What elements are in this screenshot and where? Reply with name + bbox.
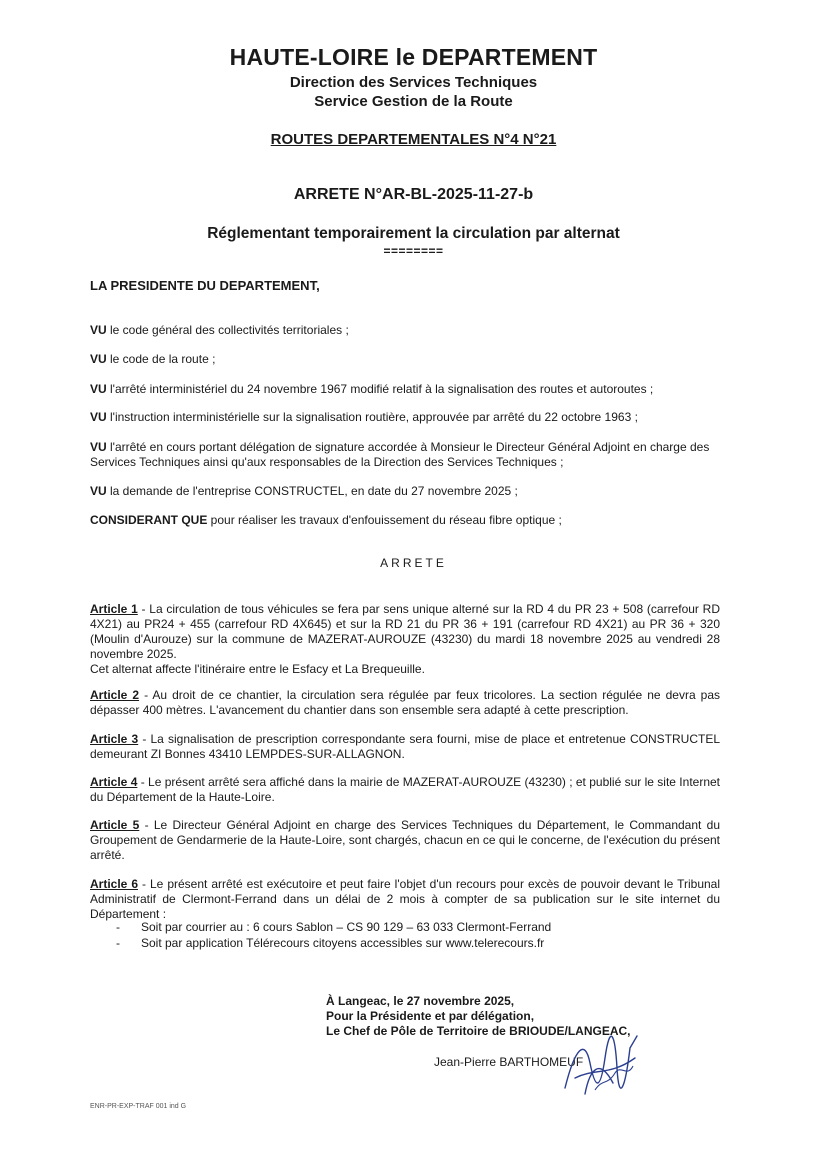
direction-subtitle: Direction des Services Techniques: [289, 74, 538, 91]
signature-place-date: À Langeac, le 27 novembre 2025,: [326, 994, 515, 1008]
article-6: Article 6 - Le présent arrêté est exécutoire et peut faire l'objet d'un recours pour excès de pouvoir devant le Tribunal Administratif de Clermont-Ferrand dans un délai de 2 mois à compter de sa publication sur le site internet du Département :: [90, 877, 721, 921]
vu-item: VU le code général des collectivités territoriales ;: [90, 323, 349, 337]
service-subtitle: Service Gestion de la Route: [314, 93, 513, 110]
article-2: Article 2 - Au droit de ce chantier, la circulation sera régulée par feux tricolores. La section régulée ne devra pas dépasser 400 mètres. L'avancement du chantier dans son ensemble sera adapté à cette prescription.: [90, 688, 720, 717]
department-title: HAUTE-LOIRE le DEPARTEMENT: [229, 44, 598, 70]
document-reference: ENR-PR-EXP-TRAF 001 ind G: [90, 1103, 187, 1110]
list-item: - Soit par courrier au : 6 cours Sablon – CS 90 129 – 63 033 Clermont-Ferrand: [116, 920, 552, 934]
arrete-heading: ARRETE: [380, 556, 447, 570]
article-1: Article 1 - La circulation de tous véhicules se fera par sens unique alterné sur la RD 4 du PR 23 + 508 (carrefour RD 4X21) au PR24 + 455 (carrefour RD 4X645) et sur la RD 21 du PR 36 + 191 (carrefour RD 4X21) au PR 36 + 320 (Moulin d'Aurouze) sur la commune de MAZERAT-AUROUZE (43230) du mardi 18 novembre 2025 au vendredi 28 novembre 2025. Cet alternat affecte l'itinéraire entre le Esfacy et La Brequeuille.: [90, 602, 720, 676]
vu-item: VU l'arrêté en cours portant délégation de signature accordée à Monsieur le Directeur Général Adjoint en charge des Services Techniques ainsi qu'aux responsables de la Direction des Services Techniques ;: [90, 440, 710, 469]
vu-item: VU le code de la route ;: [90, 352, 216, 366]
arrete-subject: Réglementant temporairement la circulation par alternat: [207, 225, 620, 242]
article-note: Cet alternat affecte l'itinéraire entre le Esfacy et La Brequeuille.: [90, 662, 425, 676]
article-label: Article 1: [90, 602, 138, 616]
signature-role: Le Chef de Pôle de Territoire de BRIOUDE/LANGEAC,: [326, 1024, 631, 1038]
signer-name: Jean-Pierre BARTHOMEUF: [434, 1055, 584, 1069]
vu-item: VU l'arrêté interministériel du 24 novembre 1967 modifié relatif à la signalisation des routes et autoroutes ;: [90, 382, 654, 396]
handwritten-signature-icon: [555, 1028, 645, 1098]
signature-delegation: Pour la Présidente et par délégation,: [326, 1009, 535, 1023]
separator-line: ========: [383, 244, 444, 258]
vu-item: VU la demande de l'entreprise CONSTRUCTEL, en date du 27 novembre 2025 ;: [90, 484, 518, 498]
vu-item: VU l'instruction interministérielle sur la signalisation routière, approuvée par arrêté du 22 octobre 1963 ;: [90, 410, 638, 424]
article-label: Article 2: [90, 688, 140, 702]
article-label: Article 4: [90, 775, 138, 789]
routes-heading: ROUTES DEPARTEMENTALES N°4 N°21: [270, 131, 557, 148]
article-5: Article 5 - Le Directeur Général Adjoint en charge des Services Techniques du Département, le Commandant du Groupement de Gendarmerie de la Haute-Loire, sont chargés, chacun en ce qui le concerne, de l'exécution du présent arrêté.: [90, 818, 721, 862]
article-4: Article 4 - Le présent arrêté sera affiché dans la mairie de MAZERAT-AUROUZE (43230) ; et publié sur le site Internet du Département de la Haute-Loire.: [90, 775, 721, 804]
presidente-heading: LA PRESIDENTE DU DEPARTEMENT,: [90, 278, 320, 293]
article-3: Article 3 - La signalisation de prescription correspondante sera fourni, mise de place et entretenue CONSTRUCTEL demeurant ZI Bonnes 43410 LEMPDES-SUR-ALLAGNON.: [90, 732, 720, 761]
article-label: Article 6: [90, 877, 139, 891]
article-label: Article 3: [90, 732, 139, 746]
list-item: - Soit par application Télérecours citoyens accessibles sur www.telerecours.fr: [116, 936, 545, 950]
arrete-number: ARRETE N°AR-BL-2025-11-27-b: [293, 186, 534, 203]
article-label: Article 5: [90, 818, 140, 832]
considerant-item: CONSIDERANT QUE pour réaliser les travaux d'enfouissement du réseau fibre optique ;: [90, 513, 562, 527]
